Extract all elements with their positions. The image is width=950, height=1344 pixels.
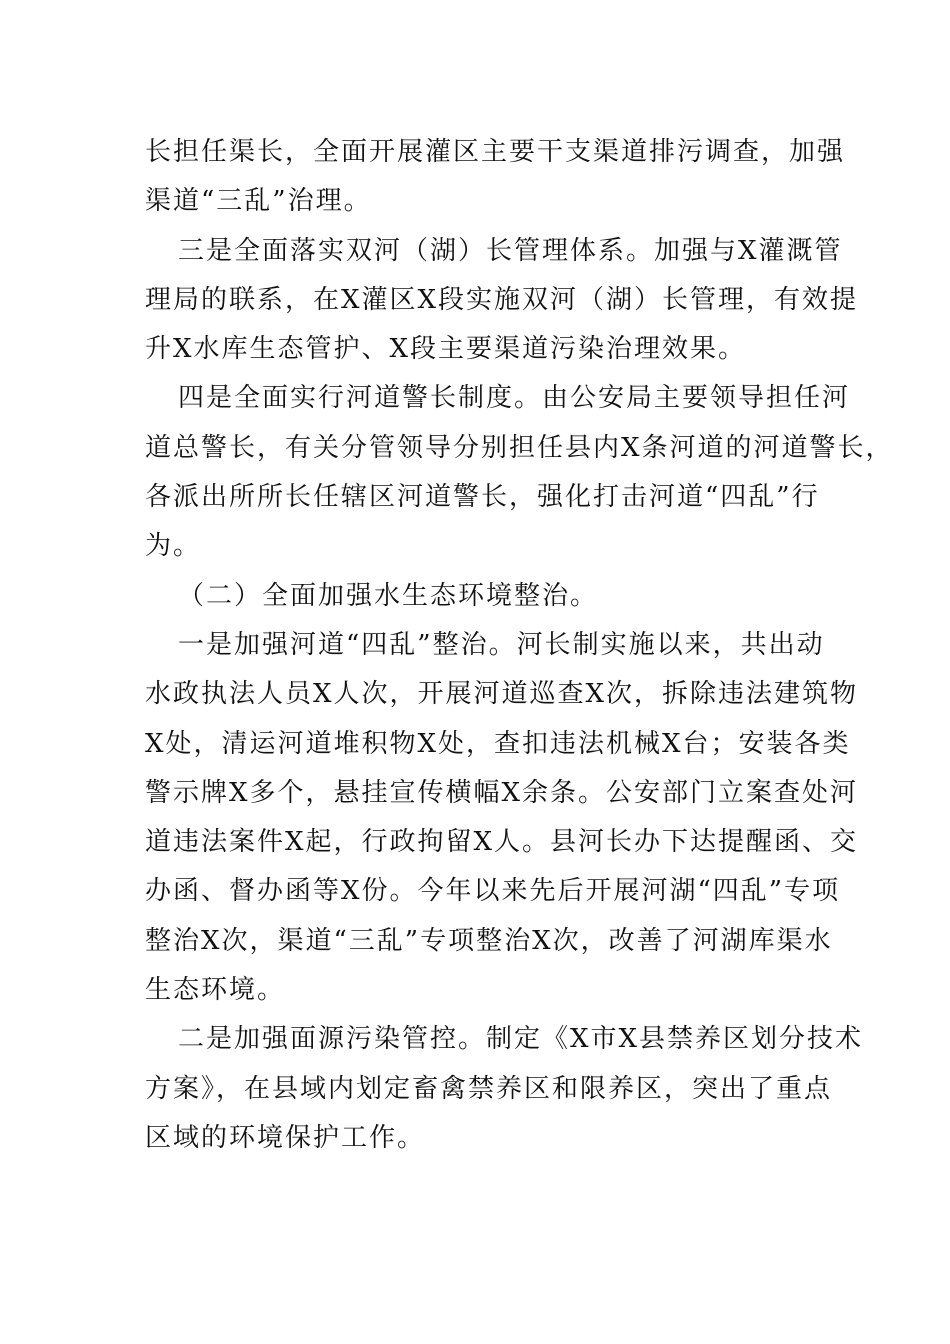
text-line: 理局的联系，在X灌区X段实施双河（湖）长管理，有效提 [145,284,859,315]
text-line: 渠道“三乱”治理。 [145,186,372,217]
paragraph-start-line: 一是加强河道“四乱”整治。河长制实施以来，共出动 [178,629,825,660]
text-line: 整治X次，渠道“三乱”专项整治X次，改善了河湖库渠水 [145,925,833,956]
text-line: 道总警长，有关分管领导分别担任县内X条河道的河道警长， [145,432,894,463]
document-body [145,128,894,1163]
paragraph-start-line: 四是全面实行河道警长制度。由公安局主要领导担任河 [178,383,851,414]
text-line: 各派出所所长任辖区河道警长，强化打击河道“四乱”行 [145,482,820,513]
text-line: 升X水库生态管护、X段主要渠道污染治理效果。 [145,334,747,365]
text-line: 区域的环境保护工作。 [145,1122,426,1153]
text-line: X处，清运河道堆积物X处，查扣违法机械X台；安装各类 [145,728,851,759]
text-line: 水政执法人员X人次，开展河道巡查X次，拆除违法建筑物 [145,679,859,710]
text-line: 道违法案件X起，行政拘留X人。县河长办下达提醒函、交 [145,827,859,858]
text-line: 长担任渠长，全面开展灌区主要干支渠道排污调查，加强 [145,137,846,167]
paragraph-start-line: 三是全面落实双河（湖）长管理体系。加强与X灌溉管 [178,235,843,266]
text-line: 方案》，在县域内划定畜禽禁养区和限养区，突出了重点 [145,1073,833,1104]
text-line: 警示牌X多个，悬挂宣传横幅X余条。公安部门立案查处河 [145,777,859,808]
text-line: 办函、督办函等X份。今年以来先后开展河湖“四乱”专项 [145,876,841,907]
text-line: 为。 [145,531,202,562]
section-heading: （二）全面加强水生态环境整治。 [178,580,599,611]
text-line: 生态环境。 [145,975,286,1006]
paragraph-start-line: 二是加强面源污染管控。制定《X市X县禁养区划分技术 [178,1024,864,1055]
